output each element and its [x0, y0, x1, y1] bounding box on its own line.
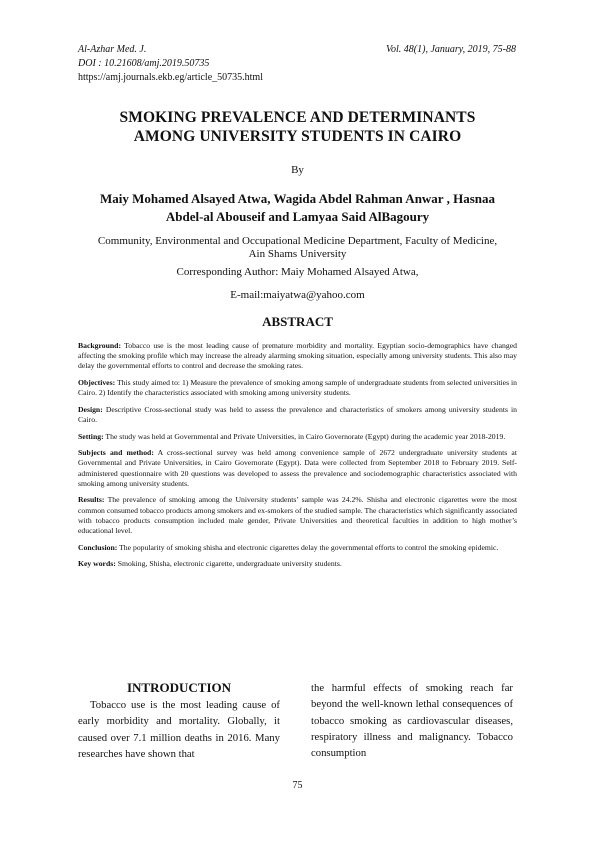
results-label: Results:	[78, 495, 105, 505]
design-label: Design:	[78, 404, 103, 414]
article-title	[60, 108, 535, 146]
abstract-body	[78, 341, 517, 576]
article-url[interactable]: https://amj.journals.ekb.eg/article_50735.html	[78, 72, 263, 83]
results-text: The prevalence of smoking among the University students’ sample was 24.2%. Shisha and electronic cigarettes were the most common consumed tobacco products among smokers and ex-smokers of the studied sample. The characteristics which significantly associated with tobacco products consumption included male gender, Private Universities and theoretical faculties in addition to high mother’s educational level.	[78, 495, 517, 535]
objectives-label: Objectives:	[78, 378, 116, 387]
authors-line-1: Maiy Mohamed Alsayed Atwa, Wagida Abdel Rahman Anwar , Hasnaa	[100, 191, 495, 206]
doi-line: DOI : 10.21608/amj.2019.50735	[78, 58, 210, 69]
abstract-heading: ABSTRACT	[262, 314, 333, 329]
abstract-subjects	[78, 448, 517, 489]
subjects-label: Subjects and method:	[78, 448, 154, 458]
background-text: Tobacco use is the most leading cause of premature morbidity and mortality. Egyptian socio-demographics have changed affecting the smoking profile which may increase the already alarming smoking situation, especially among university students. This also may delay the governmental efforts to control and decrease the smoking rates.	[78, 341, 517, 371]
by-label: By	[291, 164, 304, 176]
intro-paragraph-left: Tobacco use is the most leading cause of early morbidity and mortality. Globally, it caused over 7.1 million deaths in 2016. Many researches have shown that	[78, 699, 280, 760]
intro-paragraph-right: the harmful effects of smoking reach far beyond the well-known lethal consequences of tobacco smoking as cardiovascular diseases, respiratory illness and malignancy. Tobacco consumption	[311, 682, 513, 760]
author-list	[70, 190, 525, 226]
abstract-background	[78, 341, 517, 372]
journal-name: Al-Azhar Med. J.	[78, 44, 147, 55]
title-line-2: AMONG UNIVERSITY STUDENTS IN CAIRO	[133, 128, 462, 145]
abstract-objectives	[78, 378, 517, 398]
body-column-right	[311, 680, 513, 761]
affiliation-line-1: Community, Environmental and Occupational Medicine Department, Faculty of Medicine,	[97, 235, 498, 247]
conclusion-text: The popularity of smoking shisha and electronic cigarettes delay the governmental efforts to control the smoking epidemic.	[117, 542, 499, 552]
abstract-results	[78, 495, 517, 536]
keywords-text: Smoking, Shisha, electronic cigarette, undergraduate university students.	[115, 559, 342, 569]
abstract-conclusion	[78, 543, 517, 553]
affiliation-line-2: Ain Shams University	[248, 248, 347, 260]
corresponding-author: Corresponding Author: Maiy Mohamed Alsayed Atwa,	[176, 266, 419, 278]
journal-volume: Vol. 48(1), January, 2019, 75-88	[386, 44, 516, 55]
author-email[interactable]: E-mail:maiyatwa@yahoo.com	[230, 289, 365, 301]
abstract-keywords	[78, 559, 517, 569]
title-line-1: SMOKING PREVALENCE AND DETERMINANTS	[119, 109, 476, 126]
abstract-setting	[78, 432, 517, 442]
keywords-label: Key words:	[78, 559, 116, 569]
introduction-heading: INTRODUCTION	[126, 680, 231, 695]
objectives-text: This study aimed to: 1) Measure the prevalence of smoking among sample of undergraduate students from selected universities in Cairo. 2) Identify the characteristics associated with smoking among university students.	[78, 378, 517, 398]
setting-text: The study was held at Governmental and Private Universities, in Cairo Governorate (Egypt) during the academic year 2018-2019.	[103, 431, 506, 441]
setting-label: Setting:	[78, 431, 104, 441]
subjects-text: A cross-sectional survey was held among convenience sample of 2672 undergraduate university students at Governmental and Private Universities, in Cairo Governorate (Egypt). Data were collected from September 2018 to February 2019. Self-administered questionnaire with 20 questions was developed to assess the prevalence and sociodemographic characteristics associated with smoking among university students.	[78, 448, 517, 488]
body-column-left	[78, 680, 280, 762]
authors-line-2: Abdel-al Abouseif and Lamyaa Said AlBagoury	[165, 209, 430, 224]
design-text: Descriptive Cross-sectional study was held to assess the prevalence and characteristics of smokers among university students in Cairo.	[78, 404, 517, 424]
page-number: 75	[292, 780, 303, 791]
affiliation	[72, 235, 523, 261]
abstract-design	[78, 405, 517, 425]
conclusion-label: Conclusion:	[78, 542, 118, 552]
background-label: Background:	[78, 341, 122, 350]
